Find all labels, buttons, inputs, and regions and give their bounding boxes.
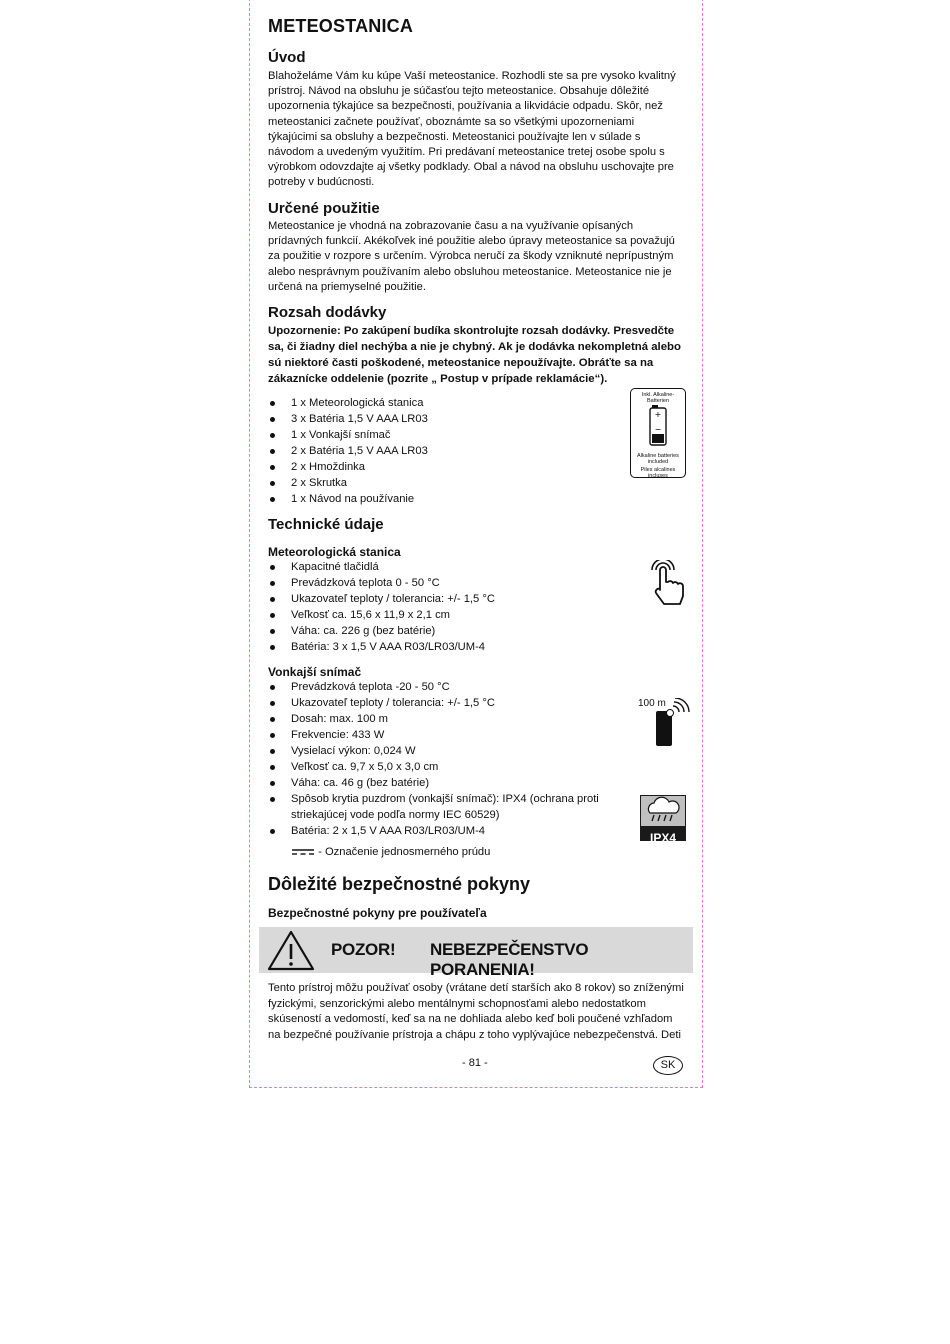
- scope-items-list: [268, 395, 608, 507]
- page-title: METEOSTANICA: [268, 16, 414, 36]
- ipx4-label: IPX4: [649, 831, 676, 845]
- battery-badge-bottom-text: Piles alcalines incluses: [640, 467, 676, 479]
- warning-triangle-icon: [267, 930, 315, 971]
- sensor-spec-item: Spôsob krytia puzdrom (vonkajší snímač): IPX4 (ochrana proti striekajúcej vode podľa normy IEC 60529): [268, 791, 618, 823]
- station-spec-item: Prevádzková teplota 0 - 50 °C: [268, 575, 686, 591]
- warning-text: NEBEZPEČENSTVO PORANENIA!: [430, 940, 589, 979]
- tech-section: [268, 516, 686, 859]
- sensor-spec-item: Batéria: 2 x 1,5 V AAA R03/LR03/UM-4: [268, 823, 618, 839]
- scope-section: [268, 304, 686, 387]
- touch-hand-icon: [648, 560, 688, 606]
- scope-heading: Rozsah dodávky: [268, 304, 387, 321]
- title-block: [268, 16, 686, 37]
- dc-label: - Označenie jednosmerného prúdu: [318, 846, 491, 858]
- sensor-spec-item: Frekvencie: 433 W: [268, 727, 618, 743]
- dc-current-icon: [291, 847, 315, 857]
- intro-section: [268, 49, 686, 191]
- sensor-spec-item: Veľkosť ca. 9,7 x 5,0 x 3,0 cm: [268, 759, 618, 775]
- safety-section: [268, 874, 686, 920]
- station-spec-item: Váha: ca. 226 g (bez batérie): [268, 623, 686, 639]
- sensor-wireless-icon: [638, 698, 690, 748]
- warning-word: POZOR!: [331, 940, 396, 959]
- battery-badge: [630, 388, 686, 478]
- language-badge: SK: [653, 1056, 683, 1075]
- battery-badge-mid-text: Alkaline batteries included: [637, 453, 679, 465]
- scope-list-item: 3 x Batéria 1,5 V AAA LR03: [268, 411, 608, 427]
- sensor-spec-item: Váha: ca. 46 g (bez batérie): [268, 775, 618, 791]
- station-spec-item: Ukazovateľ teploty / tolerancia: +/- 1,5 °C: [268, 591, 686, 607]
- sensor-items-list: [268, 679, 618, 839]
- station-items-list: [268, 559, 686, 655]
- intro-text: Blahoželáme Vám ku kúpe Vaší meteostanice. Rozhodli ste sa pre vysoko kvalitný prístroj. Návod na obsluhu je súčasťou tejto meteostanice. Obsahuje dôležité upozornenia týkajúce sa bezpečnosti, používania a likvidácie odpadu. Skôr, než meteostanici začnete používať, oboznámte sa so všetkými upozorneniami týkajúcimi sa obsluhy a bezpečnosti. Meteostanici používajte len v súlade s návodom a uvedeným využitím. Pri predávaní meteostanice tretej osobe spolu s výrobkom odovzdajte aj všetky podklady. Obal a návod na obsluhu uschovajte pre potreby v budúcnosti.: [268, 70, 676, 189]
- sensor-spec-item: Vysielací výkon: 0,024 W: [268, 743, 618, 759]
- range-label: 100 m: [638, 698, 666, 709]
- intended-use-heading: Určené použitie: [268, 200, 380, 217]
- sensor-heading: Vonkajší snímač: [268, 665, 362, 679]
- range-indicator: [638, 698, 690, 748]
- svg-text:+: +: [654, 410, 662, 419]
- scope-list-item: 1 x Návod na používanie: [268, 491, 608, 507]
- rain-cloud-icon: [640, 795, 686, 827]
- sensor-spec-item: Ukazovateľ teploty / tolerancia: +/- 1,5 °C: [268, 695, 618, 711]
- dc-symbol-row: [268, 845, 686, 859]
- document-page: [249, 0, 703, 1088]
- station-spec-item: Batéria: 3 x 1,5 V AAA R03/LR03/UM-4: [268, 639, 686, 655]
- station-heading: Meteorologická stanica: [268, 545, 401, 559]
- battery-icon: [631, 404, 685, 448]
- intended-use-text: Meteostanice je vhodná na zobrazovanie času a na využívanie opísaných prídavných funkcií. Akékoľvek iné použitie alebo úpravy meteostanice sa považujú za použitie v rozpore s určením. Výrobca neručí za škody vzniknuté neprípustným alebo nesprávnym používaním alebo obsluhou meteostanice. Meteostanice nie je určená na priemyselné použitie.: [268, 220, 675, 293]
- warning-banner: [259, 927, 693, 979]
- battery-badge-top-text: Inkl. Alkaline-Batterien: [641, 392, 675, 404]
- safety-text: Tento prístroj môžu používať osoby (vrátane detí starších ako 8 rokov) so zníženými fyzickými, senzorickými alebo mentálnymi schopnosťami alebo nedostatkom skúseností a vedomostí, keď sa na ne dohliada alebo keď boli poučené vzhľadom na bezpečné používanie prístroja a chápu z toho vyplývajúce nebezpečenstvá. Deti: [268, 982, 684, 1041]
- station-spec-item: Veľkosť ca. 15,6 x 11,9 x 2,1 cm: [268, 607, 686, 623]
- sensor-spec-item: Prevádzková teplota -20 - 50 °C: [268, 679, 618, 695]
- page-number: - 81 -: [462, 1057, 488, 1069]
- scope-list-item: 1 x Meteorologická stanica: [268, 395, 608, 411]
- ipx4-badge: [640, 795, 686, 845]
- scope-list-item: 2 x Skrutka: [268, 475, 608, 491]
- intended-use-section: [268, 200, 686, 295]
- scope-list-item: 1 x Vonkajší snímač: [268, 427, 608, 443]
- safety-sub-heading: Bezpečnostné pokyny pre používateľa: [268, 906, 487, 920]
- svg-text:−: −: [654, 425, 662, 434]
- scope-list-item: 2 x Hmoždinka: [268, 459, 608, 475]
- station-spec-item: Kapacitné tlačidlá: [268, 559, 686, 575]
- intro-heading: Úvod: [268, 49, 306, 66]
- sensor-spec-item: Dosah: max. 100 m: [268, 711, 618, 727]
- scope-list: [268, 395, 608, 507]
- tech-heading: Technické údaje: [268, 516, 384, 533]
- scope-list-item: 2 x Batéria 1,5 V AAA LR03: [268, 443, 608, 459]
- safety-text-block: [268, 981, 686, 1043]
- scope-notice: Upozornenie: Po zakúpení budíka skontrolujte rozsah dodávky. Presvedčte sa, či žiadny diel nechýba a nie je chybný. Ak je dodávka nekompletná alebo sú niektoré časti poškodené, meteostanice nepoužívajte. Obráťte sa na zákaznícke oddelenie (pozrite „ Postup v prípade reklamácie“).: [268, 325, 681, 385]
- safety-heading: Dôležité bezpečnostné pokyny: [268, 874, 531, 894]
